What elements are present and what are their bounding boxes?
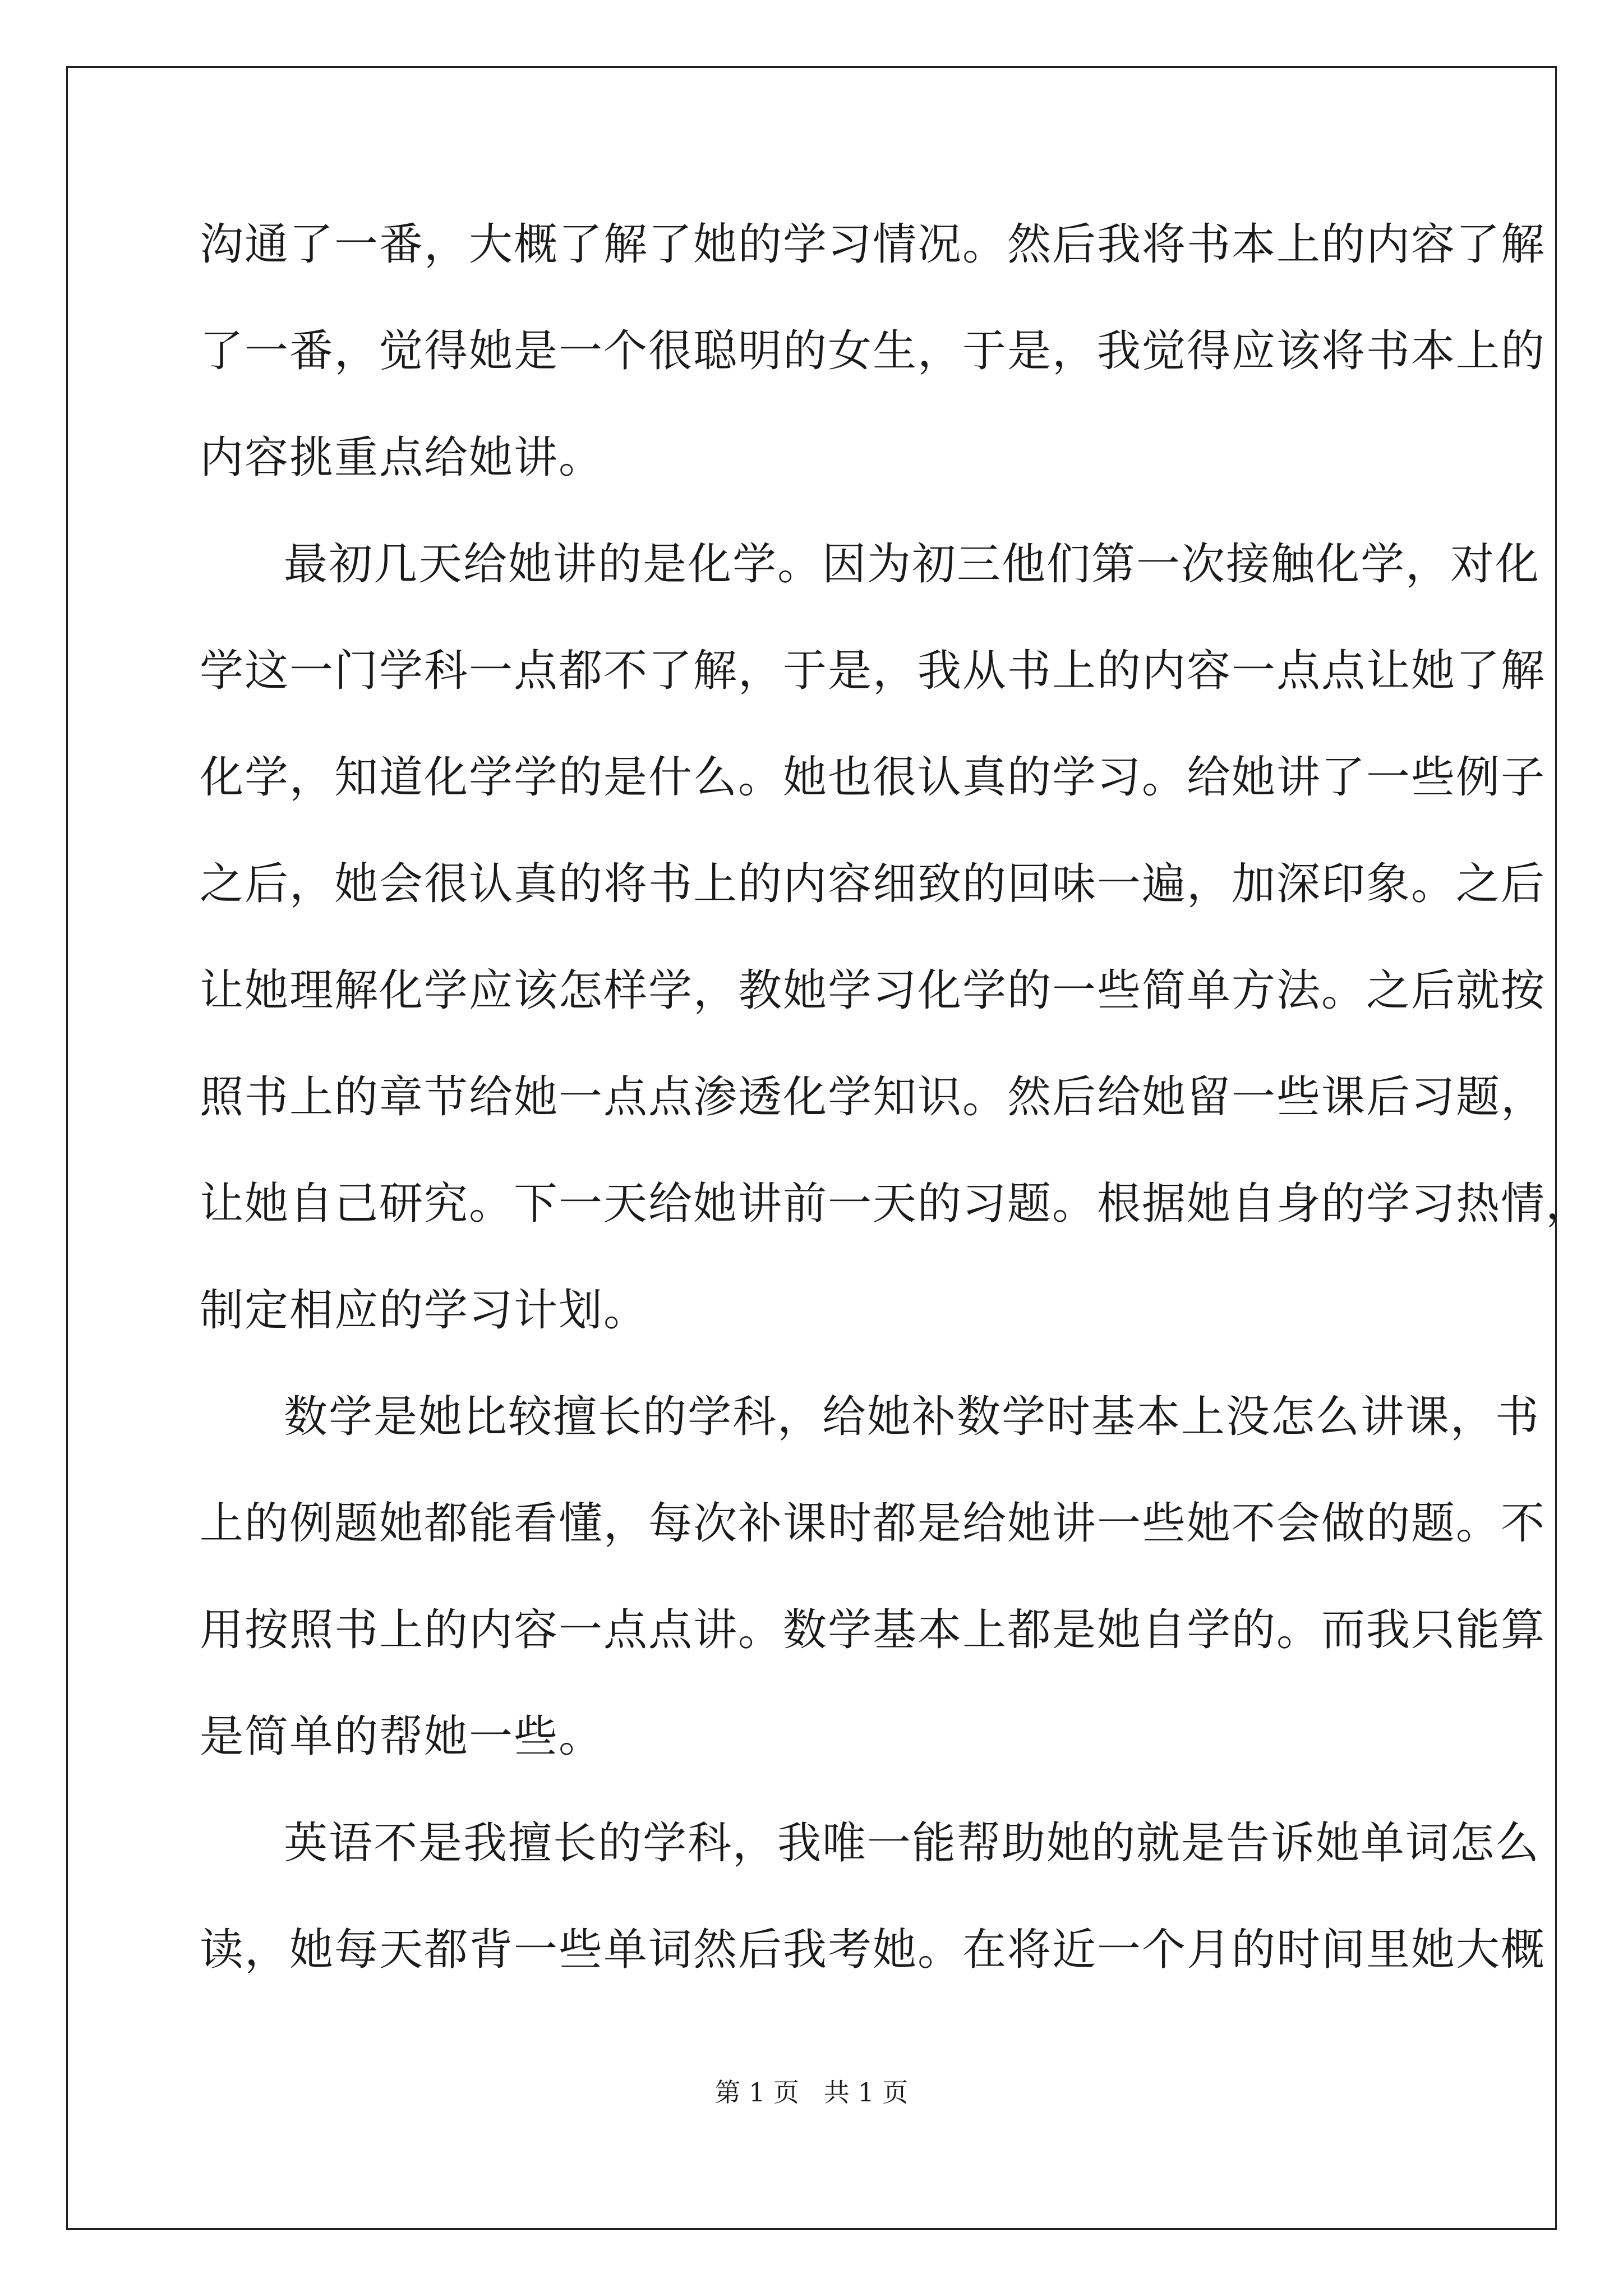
text-line: 让她理解化学应该怎样学，教她学习化学的一些简单方法。之后就按 (200, 965, 1546, 1016)
page-number-footer: 第 1 页 共 1 页 (714, 2077, 909, 2108)
text-line: 上的例题她都能看懂，每次补课时都是给她讲一些她不会做的题。不 (200, 1498, 1546, 1549)
paragraph-first-line: 数学是她比较擅长的学科，给她补数学时基本上没怎么讲课，书 (284, 1392, 1541, 1442)
text-line: 制定相应的学习计划。 (200, 1285, 649, 1336)
text-line: 读，她每天都背一些单词然后我考她。在将近一个月的时间里她大概 (200, 1925, 1546, 1975)
text-line: 照书上的章节给她一点点渗透化学知识。然后给她留一些课后习题， (200, 1072, 1546, 1122)
text-line: 用按照书上的内容一点点讲。数学基本上都是她自学的。而我只能算 (200, 1605, 1546, 1655)
text-line: 了一番，觉得她是一个很聪明的女生，于是，我觉得应该将书本上的 (200, 326, 1546, 376)
text-line: 内容挑重点给她讲。 (200, 432, 604, 483)
paragraph-first-line: 最初几天给她讲的是化学。因为初三他们第一次接触化学，对化 (284, 539, 1541, 590)
body-text (200, 213, 1591, 2025)
text-line: 之后，她会很认真的将书上的内容细致的回味一遍，加深印象。之后 (200, 859, 1546, 909)
text-line: 让她自己研究。下一天给她讲前一天的习题。根据她自身的学习热情， (200, 1179, 1591, 1229)
text-line: 沟通了一番，大概了解了她的学习情况。然后我将书本上的内容了解 (200, 219, 1546, 270)
text-line: 化学，知道化学学的是什么。她也很认真的学习。给她讲了一些例子 (200, 752, 1546, 803)
text-line: 是简单的帮她一些。 (200, 1711, 604, 1762)
text-line: 学这一门学科一点都不了解，于是，我从书上的内容一点点让她了解 (200, 646, 1546, 696)
paragraph-first-line: 英语不是我擅长的学科，我唯一能帮助她的就是告诉她单词怎么 (284, 1818, 1541, 1869)
